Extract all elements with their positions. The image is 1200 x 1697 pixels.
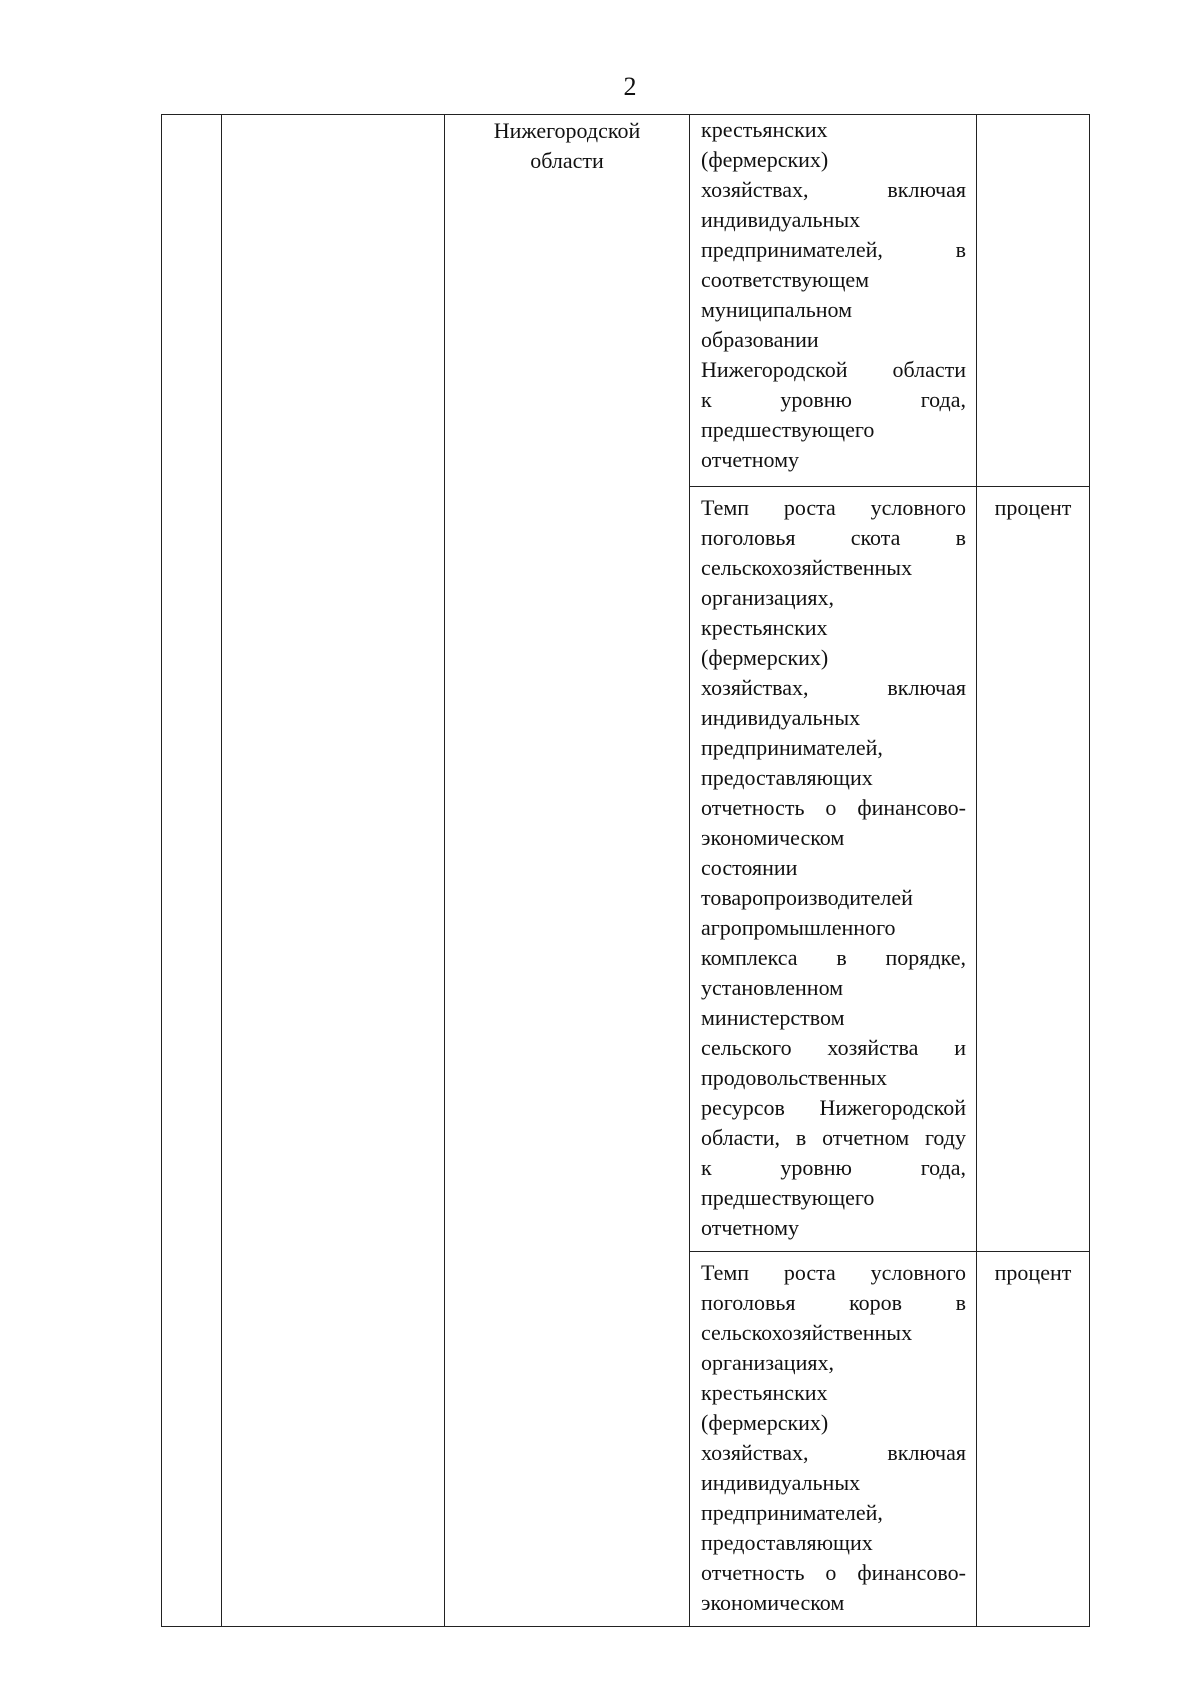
description-line: к уровню года, [701, 387, 966, 412]
region-line: области [530, 148, 604, 173]
number-cell [162, 115, 222, 1627]
description-line: крестьянских [701, 117, 828, 142]
description-line: министерством [701, 1005, 845, 1030]
description-line: Темп роста условного [701, 1260, 966, 1285]
indicator-description [690, 115, 977, 487]
description-line: крестьянских [701, 615, 828, 640]
unit-cell [977, 115, 1090, 487]
description-line: отчетность о финансово- [701, 795, 966, 820]
description-line: предшествующего [701, 1185, 875, 1210]
indicator-description [690, 487, 977, 1252]
description-line: Темп роста условного [701, 495, 966, 520]
indicators-table [161, 114, 1090, 1627]
description-line: состоянии [701, 855, 798, 880]
description-line: предшествующего [701, 417, 875, 442]
description-line: поголовья коров в [701, 1290, 966, 1315]
indicator-description [690, 1252, 977, 1627]
description-line: отчетному [701, 447, 800, 472]
description-line: поголовья скота в [701, 525, 966, 550]
description-line: (фермерских) [701, 1410, 829, 1435]
description-line: соответствующем [701, 267, 870, 292]
description-line: муниципальном [701, 297, 853, 322]
table-row [162, 115, 1090, 487]
description-line: области, в отчетном году [701, 1125, 966, 1150]
description-line: хозяйствах, включая [701, 177, 966, 202]
description-line: Нижегородской области [701, 357, 966, 382]
description-line: установленном [701, 975, 844, 1000]
program-cell [222, 115, 445, 1627]
description-line: продовольственных [701, 1065, 888, 1090]
description-line: хозяйствах, включая [701, 675, 966, 700]
description-line: (фермерских) [701, 645, 829, 670]
description-line: крестьянских [701, 1380, 828, 1405]
description-line: агропромышленного [701, 915, 896, 940]
description-line: комплекса в порядке, [701, 945, 966, 970]
description-line: сельского хозяйства и [701, 1035, 966, 1060]
description-line: индивидуальных [701, 207, 861, 232]
unit-cell: процент [977, 487, 1090, 1252]
description-line: экономическом [701, 825, 845, 850]
region-cell [445, 115, 690, 1627]
description-line: отчетному [701, 1215, 800, 1240]
unit-cell: процент [977, 1252, 1090, 1627]
region-line: Нижегородской [493, 118, 641, 143]
description-line: индивидуальных [701, 1470, 861, 1495]
description-line: к уровню года, [701, 1155, 966, 1180]
description-line: предоставляющих [701, 765, 873, 790]
description-line: предоставляющих [701, 1530, 873, 1555]
description-line: экономическом [701, 1590, 845, 1615]
description-line: организациях, [701, 1350, 834, 1375]
description-line: хозяйствах, включая [701, 1440, 966, 1465]
description-line: организациях, [701, 585, 834, 610]
description-line: товаропроизводителей [701, 885, 913, 910]
description-line: (фермерских) [701, 147, 829, 172]
description-line: индивидуальных [701, 705, 861, 730]
description-line: сельскохозяйственных [701, 1320, 913, 1345]
description-line: отчетность о финансово- [701, 1560, 966, 1585]
page-number: 2 [623, 72, 637, 101]
description-line: предпринимателей, [701, 735, 883, 760]
description-line: образовании [701, 327, 819, 352]
description-line: предпринимателей, [701, 1500, 883, 1525]
description-line: предпринимателей, в [701, 237, 966, 262]
description-line: ресурсов Нижегородской [701, 1095, 966, 1120]
description-line: сельскохозяйственных [701, 555, 913, 580]
